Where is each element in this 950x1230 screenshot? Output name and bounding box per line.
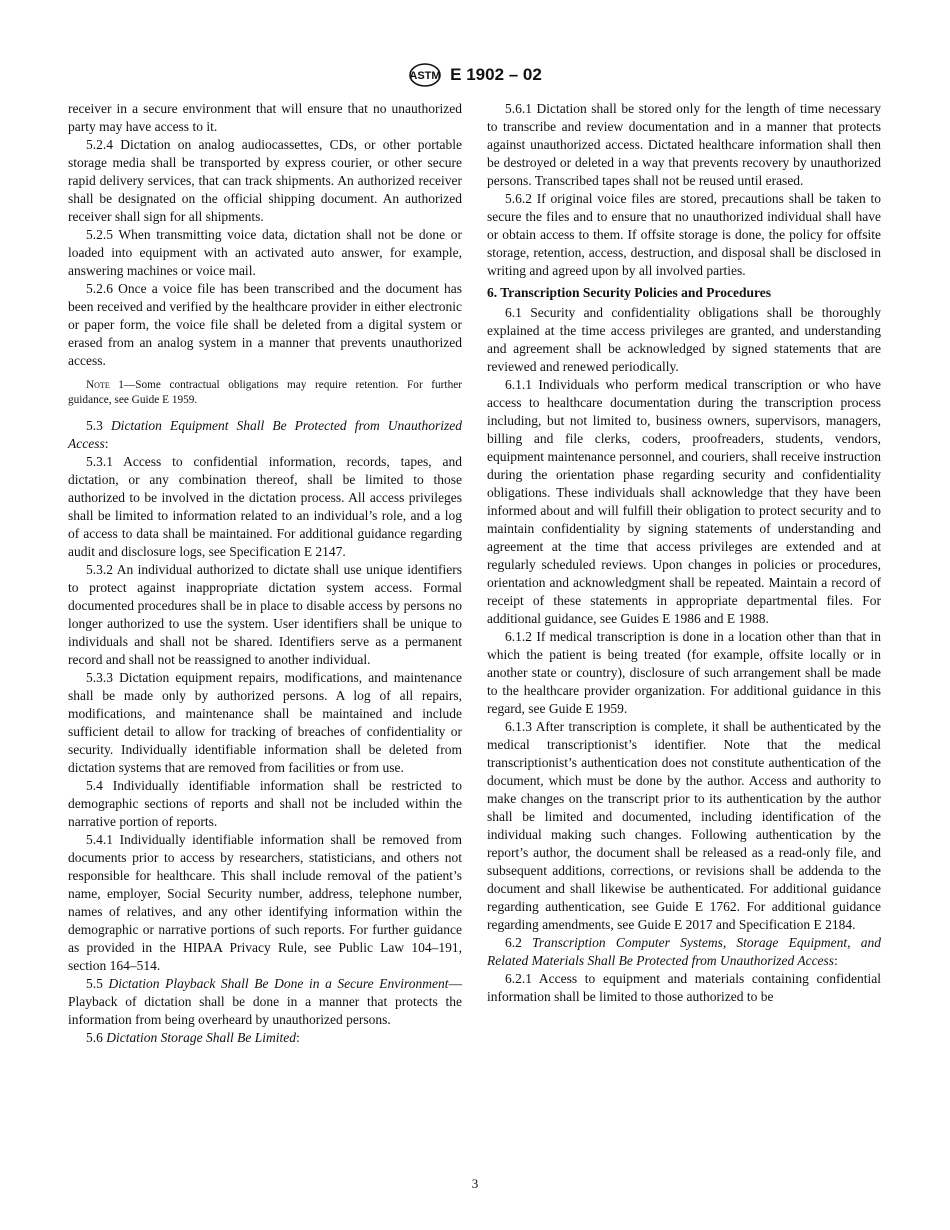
paragraph-text: Access to equipment and materials containing confidential information shall be limited to those authorized to be: [487, 971, 881, 1004]
paragraph-text: If medical transcription is done in a location other than that in which the patient is being treated (for example, offsite locally or in another state or country), disclosure of such arrangement shall be made to the healthcare provider organization. For additional guidance in this regard, see Guide E 1959.: [487, 629, 881, 716]
section-number: 6.2: [505, 935, 533, 950]
section-number: 5.3.3: [86, 670, 120, 685]
section-number: 6.1.1: [505, 377, 539, 392]
paragraph-text: Transcription Security Policies and Procedures: [500, 285, 771, 300]
section-number: 6.: [487, 285, 501, 300]
section-number: 6.1: [505, 305, 531, 320]
section-number: 6.1.3: [505, 719, 536, 734]
paragraph-text: Once a voice file has been transcribed and the document has been received and verified by the healthcare provider in either electronic or paper form, the voice file shall be deleted from a digital system or erased from an analog system in a manner that prevents unauthorized access.: [68, 281, 462, 368]
paragraph: [487, 934, 881, 970]
section-title: Dictation Playback Shall Be Done in a Secure Environment: [108, 976, 449, 991]
section-title: Transcription Computer Systems, Storage Equipment, and Related Materials Shall Be Protected from Unauthorized Access: [487, 935, 882, 968]
paragraph-text: Dictation shall be stored only for the length of time necessary to transcribe and review documentation and in a manner that protects against unauthorized access. Dictated healthcare information shall then be destroyed or deleted in a way that prevents recovery by unauthorized persons. Transcribed tapes shall not be reused until erased.: [487, 101, 881, 188]
paragraph: [68, 975, 462, 1029]
paragraph-text: After transcription is complete, it shall be authenticated by the medical transcriptionist’s identifier. Note that the medical transcriptionist’s authentication does not constitute authentication of the document, which must be done by the author. Access and authority to make changes on the transcript prior to its authentication by the author shall be limited and documented, including identification of the individual making such changes. Following authentication by the report’s author, the document shall be released as a read-only file, and subsequent additions, corrections, or revisions shall be addenda to the document and shall likewise be authenticated. For additional guidance regarding authentication, see Guide E 1762. For additional guidance regarding amendments, see Guide E 2017 and Specification E 2184.: [487, 719, 881, 932]
paragraph: [68, 280, 462, 370]
paragraph: [487, 304, 881, 376]
section-number: 5.2.5: [86, 227, 119, 242]
paragraph-text: :: [104, 436, 109, 451]
paragraph: [68, 100, 462, 136]
section-number: Note 1: [86, 379, 124, 391]
note: [68, 378, 462, 408]
page-number: 3: [471, 1176, 479, 1191]
section-number: 5.3.1: [86, 454, 124, 469]
svg-text:ASTM: ASTM: [409, 70, 441, 82]
paragraph-text: An individual authorized to dictate shall use unique identifiers to protect against inappropriate dictation system access. Formal documented procedures shall be in place to disable access by persons no longer authorized to use the system. User identifiers shall be unique to individuals and shall not be shared. Identifiers serve as a permanent record and shall not be reassigned to another individual.: [68, 562, 462, 667]
section-heading: [487, 284, 881, 302]
section-number: 5.6: [86, 1030, 107, 1045]
paragraph: [68, 669, 462, 777]
paragraph: [68, 831, 462, 975]
paragraph: [487, 190, 881, 280]
paragraph-text: Dictation on analog audiocassettes, CDs, or other portable storage media shall be transported by express courier, or other secure rapid delivery services, that can track shipments. An authorized receiver shall be designated on the official shipping document. An authorized receiver shall sign for all shipments.: [68, 137, 462, 224]
paragraph: [68, 453, 462, 561]
section-number: 5.4: [86, 778, 113, 793]
paragraph-text: —Playback of dictation shall be done in a manner that protects the information from being overheard by unauthorized persons.: [68, 976, 462, 1027]
paragraph-text: :: [834, 953, 838, 968]
paragraph: [487, 718, 881, 934]
paragraph-text: —Some contractual obligations may require retention. For further guidance, see Guide E 1959.: [68, 379, 462, 406]
paragraph: [68, 1029, 462, 1047]
section-number: 5.4.1: [86, 832, 120, 847]
paragraph-text: If original voice files are stored, precautions shall be taken to secure the files and to ensure that no unauthorized individual shall have or obtain access to them. If offsite storage is done, the policy for offsite storage, retention, access, destruction, and disposal shall be disclosed in writing and agreed upon by all involved parties.: [487, 191, 881, 278]
paragraph-text: When transmitting voice data, dictation shall not be done or loaded into equipment with an activated auto answer, for example, answering machines or voice mail.: [68, 227, 462, 278]
section-number: 5.2.6: [86, 281, 119, 296]
paragraph: [487, 970, 881, 1006]
paragraph: [68, 226, 462, 280]
right-column: [487, 100, 881, 1006]
left-column: [68, 100, 462, 1047]
paragraph-text: Individuals who perform medical transcription or who have access to healthcare documentation during the transcription process including, but not limited to, business owners, supervisors, managers, billing and file clerks, coders, proofreaders, students, vendors, equipment maintenance personnel, and couriers, shall receive instruction during the orientation phase regarding security and confidentiality obligations. These individuals shall acknowledge that they have been informed about and will fulfill their obligation to protect security and to maintain confidentiality by signing statements of understanding and agreement at the time that access privileges are extended and at regularly scheduled reviews. Upon changes in policies or procedures, orientation and acknowledgment shall be repeated. Maintain a record of receipt of these statements in appropriate departmental files. For additional guidance, see Guides E 1986 and E 1988.: [487, 377, 881, 626]
section-number: 5.6.1: [505, 101, 537, 116]
paragraph: [487, 628, 881, 718]
section-title: Dictation Storage Shall Be Limited: [106, 1030, 296, 1045]
document-designation: E 1902 – 02: [450, 65, 542, 84]
paragraph: [487, 376, 881, 628]
paragraph-text: Dictation equipment repairs, modifications, and maintenance shall be made only by authorized persons. A log of all repairs, modifications, and maintenance shall be maintained and include sufficient detail to allow for tracking of breaches of confidentiality or security. Individually identifiable information shall be deleted from dictation systems that are removed from facilities or from use.: [68, 670, 462, 775]
paragraph: [68, 561, 462, 669]
paragraph: [68, 417, 462, 453]
page-header: [0, 62, 950, 88]
astm-logo-icon: [408, 62, 442, 88]
paragraph-text: Security and confidentiality obligations shall be thoroughly explained at the time access privileges are granted, and understanding and agreement shall be acknowledged by signed statements that are reviewed and renewed periodically.: [487, 305, 882, 374]
paragraph: [487, 100, 881, 190]
section-number: 6.2.1: [505, 971, 539, 986]
paragraph-text: :: [295, 1030, 300, 1045]
paragraph-text: Individually identifiable information shall be removed from documents prior to access by researchers, statisticians, and others not responsible for healthcare. This shall include removal of the patient’s name, employer, Social Security number, address, telephone number, names of relatives, and any other identifying information within the demographic or narrative portions of such reports. For further guidance as provided in the HIPAA Privacy Rule, see Public Law 104–191, section 164–514.: [68, 832, 463, 973]
section-number: 5.3: [86, 418, 111, 433]
section-number: 5.3.2: [86, 562, 117, 577]
paragraph-text: Access to confidential information, records, tapes, and dictation, or any combination thereof, shall be limited to those authorized to be involved in the dictation process. All access privileges shall be limited to information related to an individual’s role, and a log of access to data shall be maintained. For additional guidance regarding audit and disclosure logs, see Specification E 2147.: [68, 454, 462, 559]
section-number: 5.2.4: [86, 137, 121, 152]
section-title: Dictation Equipment Shall Be Protected from Unauthorized Access: [68, 418, 463, 451]
paragraph-text: Individually identifiable information shall be restricted to demographic sections of reports and shall not be included within the narrative portion of reports.: [68, 778, 463, 829]
paragraph: [68, 777, 462, 831]
paragraph: [68, 136, 462, 226]
paragraph-text: receiver in a secure environment that will ensure that no unauthorized party may have access to it.: [68, 101, 462, 134]
section-number: 6.1.2: [505, 629, 537, 644]
section-number: 5.5: [86, 976, 109, 991]
section-number: 5.6.2: [505, 191, 537, 206]
